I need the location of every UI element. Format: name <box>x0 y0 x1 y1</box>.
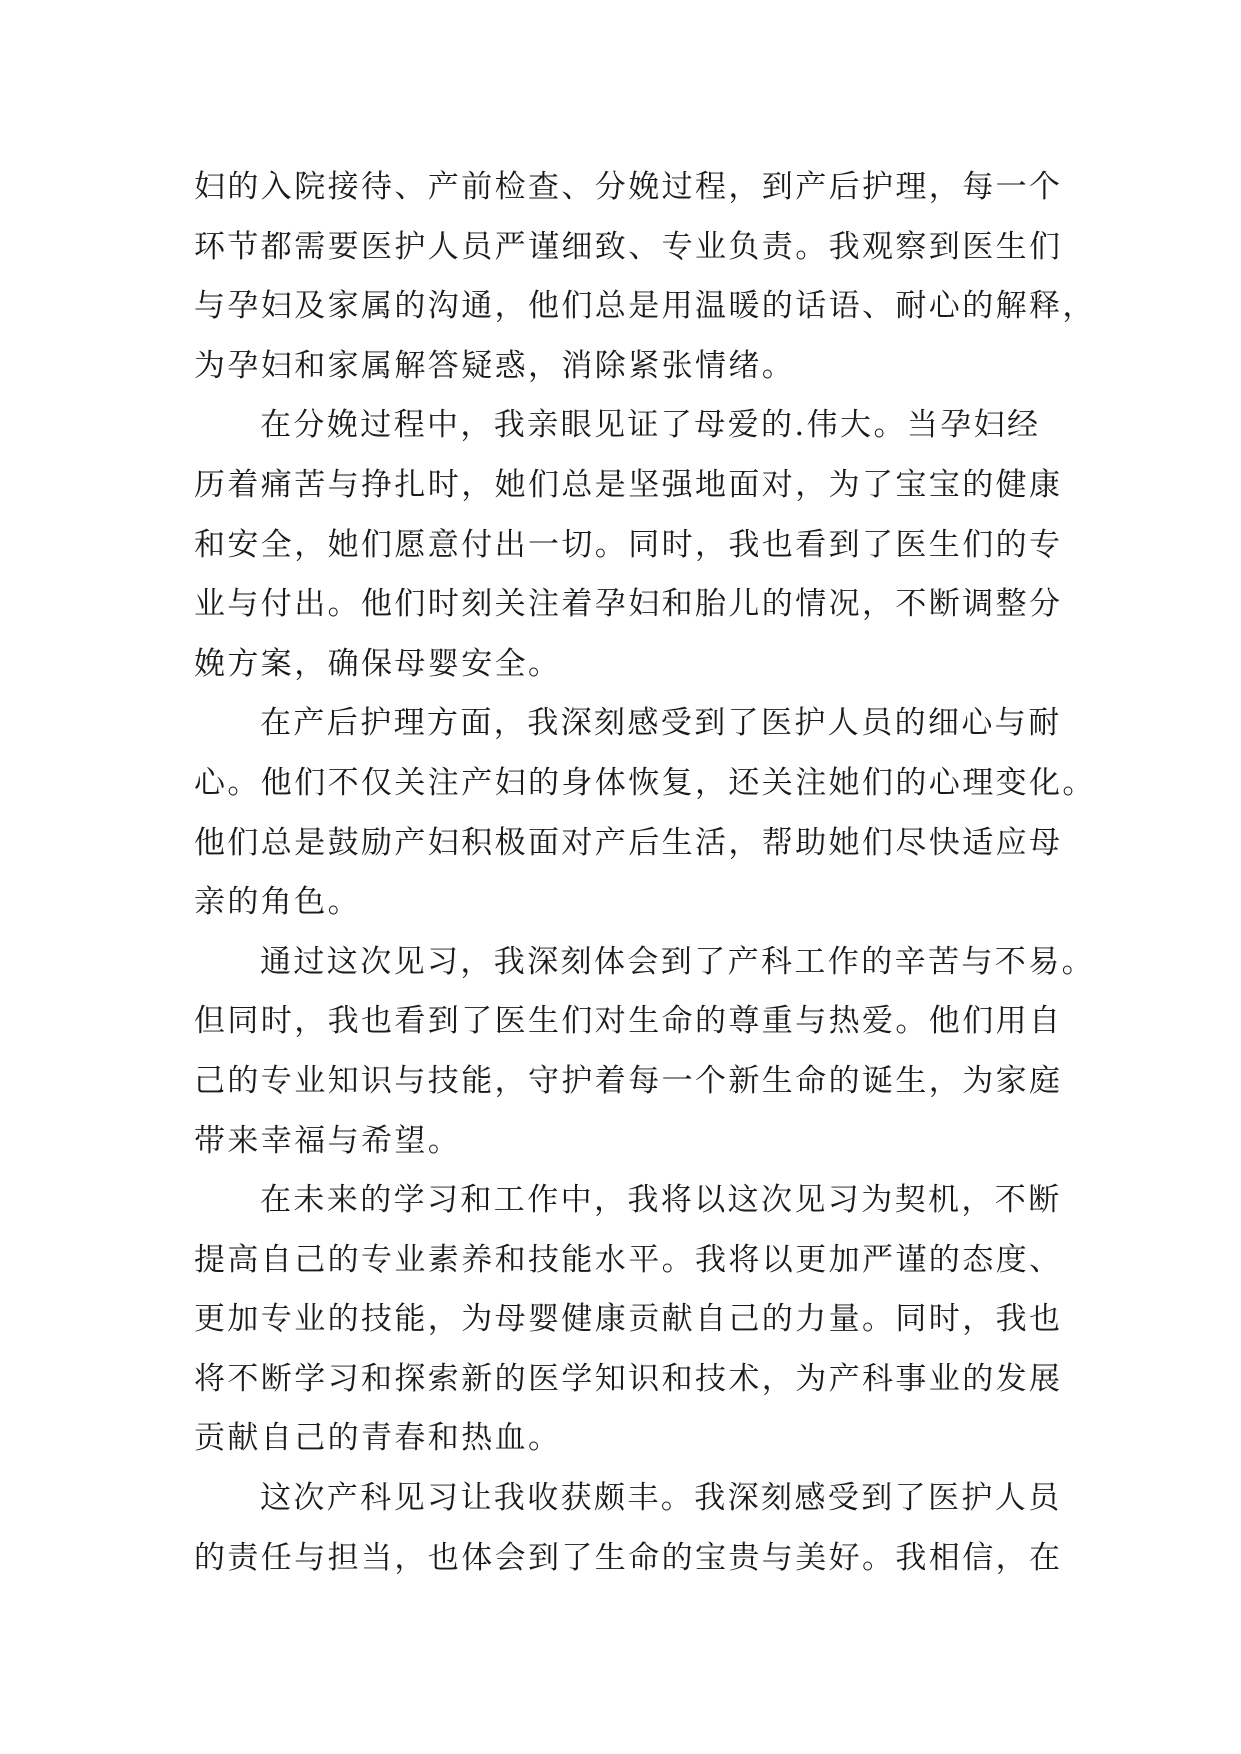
text-line: 这次产科见习让我收获颇丰。我深刻感受到了医护人员 <box>260 1480 1062 1517</box>
text-line: 在产后护理方面，我深刻感受到了医护人员的细心与耐 <box>260 705 1062 742</box>
text-line: 更加专业的技能，为母婴健康贡献自己的力量。同时，我也 <box>194 1301 1063 1338</box>
text-line: 为孕妇和家属解答疑惑，消除紧张情绪。 <box>194 347 796 384</box>
text-line: 业与付出。他们时刻关注着孕妇和胎儿的情况，不断调整分 <box>194 586 1063 623</box>
text-line: 贡献自己的青春和热血。 <box>194 1420 562 1457</box>
text-line: 通过这次见习，我深刻体会到了产科工作的辛苦与不易。 <box>260 943 1095 980</box>
paragraph <box>194 933 1095 1171</box>
text-line: 娩方案，确保母婴安全。 <box>194 645 562 682</box>
paragraph <box>194 396 1064 694</box>
text-line: 但同时，我也看到了医生们对生命的尊重与热爱。他们用自 <box>194 1003 1063 1040</box>
text-line: 将不断学习和探索新的医学知识和技术，为产科事业的发展 <box>194 1360 1063 1397</box>
text-line: 的责任与担当，也体会到了生命的宝贵与美好。我相信，在 <box>194 1539 1063 1576</box>
text-line: 提高自己的专业素养和技能水平。我将以更加严谨的态度、 <box>194 1241 1063 1278</box>
document-body <box>194 158 1096 1588</box>
text-line: 在分娩过程中，我亲眼见证了母爱的.伟大。当孕妇经 <box>260 407 1041 444</box>
text-line: 他们总是鼓励产妇积极面对产后生活，帮助她们尽快适应母 <box>194 824 1063 861</box>
text-line: 和安全，她们愿意付出一切。同时，我也看到了医生们的专 <box>194 526 1063 563</box>
paragraph <box>194 1469 1064 1588</box>
paragraph <box>194 158 1096 396</box>
text-line: 在未来的学习和工作中，我将以这次见习为契机，不断 <box>260 1182 1062 1219</box>
text-line: 亲的角色。 <box>194 884 361 921</box>
text-line: 环节都需要医护人员严谨细致、专业负责。我观察到医生们 <box>194 228 1063 265</box>
text-line: 己的专业知识与技能，守护着每一个新生命的诞生，为家庭 <box>194 1062 1063 1099</box>
text-line: 带来幸福与希望。 <box>194 1122 462 1159</box>
text-line: 心。他们不仅关注产妇的身体恢复，还关注她们的心理变化。 <box>194 764 1096 801</box>
text-line: 妇的入院接待、产前检查、分娩过程，到产后护理，每一个 <box>194 169 1063 205</box>
text-line: 与孕妇及家属的沟通，他们总是用温暖的话语、耐心的解释， <box>194 288 1096 325</box>
text-line: 历着痛苦与挣扎时，她们总是坚强地面对，为了宝宝的健康 <box>194 466 1063 503</box>
paragraph <box>194 1171 1064 1469</box>
paragraph <box>194 694 1096 932</box>
